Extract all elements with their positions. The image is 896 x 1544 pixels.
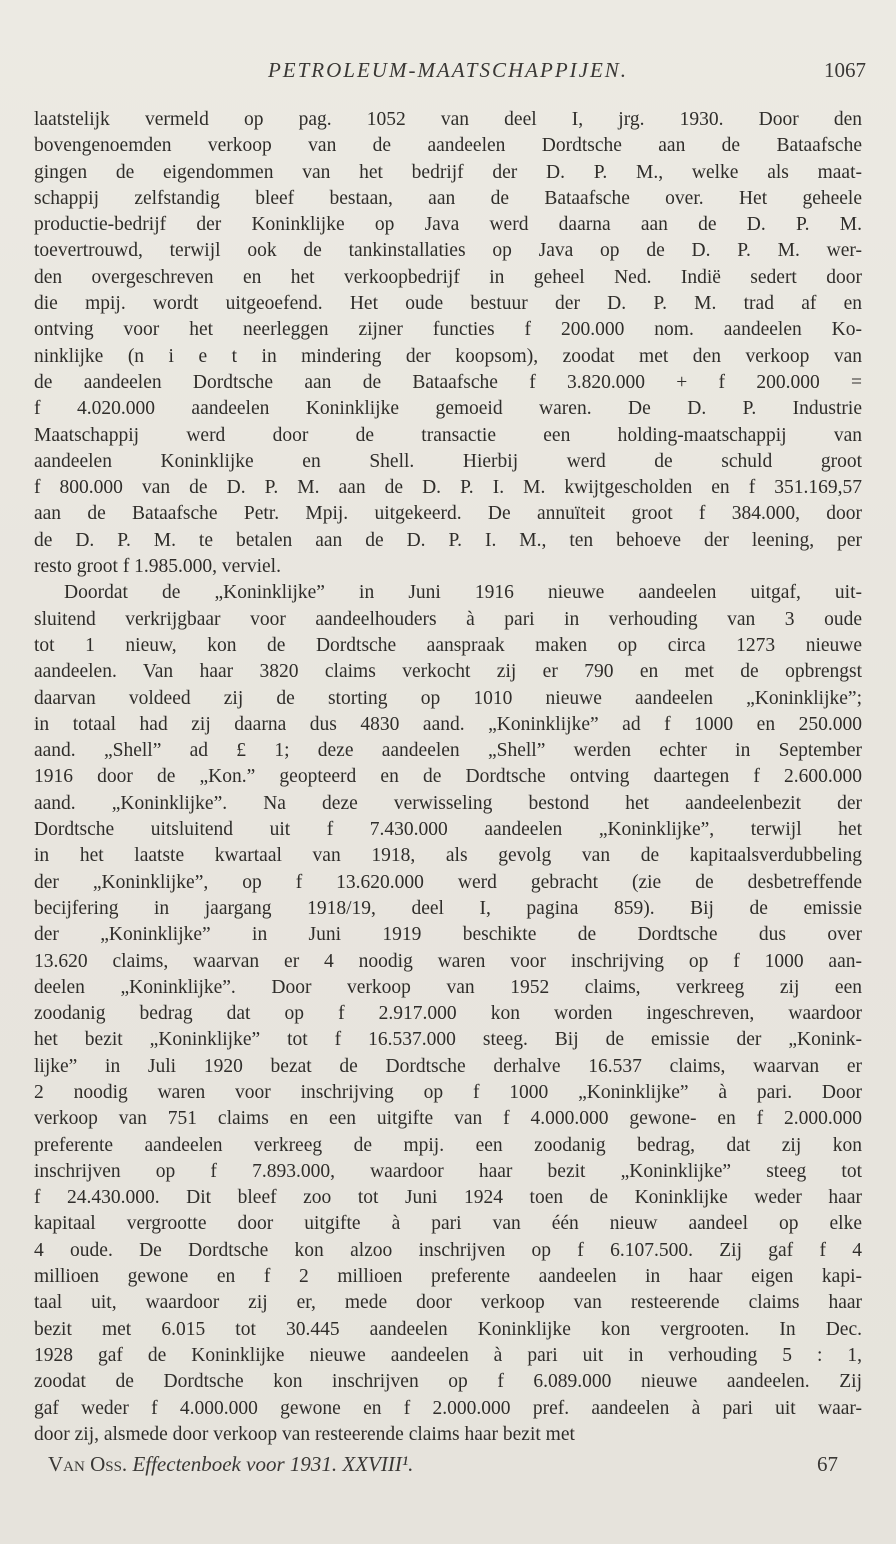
text-line: taal uit, waardoor zij er, mede door verkoop van resteerende claims haar [34, 1292, 862, 1314]
text-line: laatstelijk vermeld op pag. 1052 van deel I, jrg. 1930. Door den [34, 109, 862, 130]
text-line: 4 oude. De Dordtsche kon alzoo inschrijven op f 6.107.500. Zij gaf f 4 [34, 1239, 862, 1261]
text-line: aandeelen. Van haar 3820 claims verkocht zij er 790 en met de opbrengst [34, 661, 862, 683]
text-line: bovengenoemden verkoop van de aandeelen Dordtsche aan de Bataafsche [34, 135, 862, 157]
text-line: millioen gewone en f 2 millioen preferente aandeelen in haar eigen kapi- [34, 1266, 862, 1288]
text-line: Doordat de „Koninklijke” in Juni 1916 nieuwe aandeelen uitgaf, uit- [64, 582, 862, 604]
text-line: die mpij. wordt uitgeoefend. Het oude bestuur der D. P. M. trad af en [34, 293, 862, 315]
text-line: f 800.000 van de D. P. M. aan de D. P. I. M. kwijtgescholden en f 351.169,57 [34, 477, 862, 499]
text-line: gaf weder f 4.000.000 gewone en f 2.000.000 pref. aandeelen à pari uit waar- [34, 1397, 862, 1419]
text-line: der „Koninklijke” in Juni 1919 beschikte de Dordtsche dus over [34, 924, 862, 946]
text-line: kapitaal vergrootte door uitgifte à pari van één nieuw aandeel op elke [34, 1213, 862, 1235]
text-line: preferente aandeelen verkreeg de mpij. een zoodanig bedrag, dat zij kon [34, 1134, 862, 1156]
text-line: 13.620 claims, waarvan er 4 noodig waren voor inschrijving op f 1000 aan- [34, 950, 862, 972]
text-line: zoodat de Dordtsche kon inschrijven op f 6.089.000 nieuwe aandeelen. Zij [34, 1371, 862, 1393]
text-line: Dordtsche uitsluitend uit f 7.430.000 aandeelen „Koninklijke”, terwijl het [34, 819, 862, 841]
footer-book-title: Effectenboek voor 1931. [132, 1452, 338, 1476]
text-line: productie-bedrijf der Koninklijke op Java werd daarna aan de D. P. M. [34, 214, 862, 236]
text-line: ontving voor het neerleggen zijner functies f 200.000 nom. aandeelen Ko- [34, 319, 862, 341]
body-text [34, 107, 862, 1448]
text-line: resto groot f 1.985.000, verviel. [34, 556, 281, 578]
footer-imprint [48, 1452, 413, 1477]
text-line: Maatschappij werd door de transactie een holding-maatschappij van [34, 424, 862, 446]
page-number: 1067 [824, 58, 866, 82]
text-line: f 24.430.000. Dit bleef zoo tot Juni 1924 toen de Koninklijke weder haar [34, 1187, 862, 1209]
text-line: 1916 door de „Kon.” geopteerd en de Dordtsche ontving daartegen f 2.600.000 [34, 766, 862, 788]
text-line: aan de Bataafsche Petr. Mpij. uitgekeerd. De annuïteit groot f 384.000, door [34, 503, 862, 525]
footer-volume: XXVIII¹. [342, 1452, 414, 1476]
text-line: door zij, alsmede door verkoop van resteerende claims haar bezit met [34, 1423, 575, 1445]
running-head [0, 58, 896, 90]
text-line: bezit met 6.015 tot 30.445 aandeelen Koninklijke kon vergrooten. In Dec. [34, 1318, 862, 1340]
text-line: aand. „Shell” ad £ 1; deze aandeelen „Shell” werden echter in September [34, 740, 862, 762]
text-line: 1928 gaf de Koninklijke nieuwe aandeelen à pari uit in verhouding 5 : 1, [34, 1344, 862, 1366]
text-line: 2 noodig waren voor inschrijving op f 1000 „Koninklijke” à pari. Door [34, 1081, 862, 1103]
text-line: schappij zelfstandig bleef bestaan, aan de Bataafsche over. Het geheele [34, 187, 862, 209]
text-line: verkoop van 751 claims en een uitgifte van f 4.000.000 gewone- en f 2.000.000 [34, 1108, 862, 1130]
text-line: de D. P. M. te betalen aan de D. P. I. M., ten behoeve der leening, per [34, 529, 862, 551]
text-line: toevertrouwd, terwijl ook de tankinstallaties op Java op de D. P. M. wer- [34, 240, 862, 262]
text-line: daarvan voldeed zij de storting op 1010 nieuwe aandeelen „Koninklijke”; [34, 687, 862, 709]
text-line: gingen de eigendommen van het bedrijf der D. P. M., welke als maat- [34, 161, 862, 183]
text-line: aandeelen Koninklijke en Shell. Hierbij werd de schuld groot [34, 450, 862, 472]
text-line: f 4.020.000 aandeelen Koninklijke gemoeid waren. De D. P. Industrie [34, 398, 862, 420]
text-line: ninklijke (n i e t in mindering der koopsom), zoodat met den verkoop van [34, 345, 862, 367]
text-line: in totaal had zij daarna dus 4830 aand. „Koninklijke” ad f 1000 en 250.000 [34, 713, 862, 735]
text-line: becijfering in jaargang 1918/19, deel I, pagina 859). Bij de emissie [34, 897, 862, 919]
text-line: tot 1 nieuw, kon de Dordtsche aanspraak maken op circa 1273 nieuwe [34, 634, 862, 656]
text-line: het bezit „Koninklijke” tot f 16.537.000 steeg. Bij de emissie der „Konink- [34, 1029, 862, 1051]
text-line: der „Koninklijke”, op f 13.620.000 werd gebracht (zie de desbetreffende [34, 871, 862, 893]
footer-page-number: 67 [817, 1452, 838, 1476]
footer [48, 1452, 838, 1482]
text-line: in het laatste kwartaal van 1918, als gevolg van de kapitaalsverdubbeling [34, 845, 862, 867]
text-line: de aandeelen Dordtsche aan de Bataafsche f 3.820.000 + f 200.000 = [34, 371, 862, 393]
text-line: aand. „Koninklijke”. Na deze verwisseling bestond het aandeelenbezit der [34, 792, 862, 814]
text-line: zoodanig bedrag dat op f 2.917.000 kon worden ingeschreven, waardoor [34, 1003, 862, 1025]
footer-publisher: Van Oss. [48, 1452, 128, 1476]
text-line: den overgeschreven en het verkoopbedrijf in geheel Ned. Indië sedert door [34, 266, 862, 288]
text-line: deelen „Koninklijke”. Door verkoop van 1952 claims, verkreeg zij een [34, 976, 862, 998]
text-line: inschrijven op f 7.893.000, waardoor haar bezit „Koninklijke” steeg tot [34, 1160, 862, 1182]
running-head-title: PETROLEUM-MAATSCHAPPIJEN. [267, 58, 629, 82]
text-line: lijke” in Juli 1920 bezat de Dordtsche derhalve 16.537 claims, waarvan er [34, 1055, 862, 1077]
text-line: sluitend verkrijgbaar voor aandeelhouders à pari in verhouding van 3 oude [34, 608, 862, 630]
